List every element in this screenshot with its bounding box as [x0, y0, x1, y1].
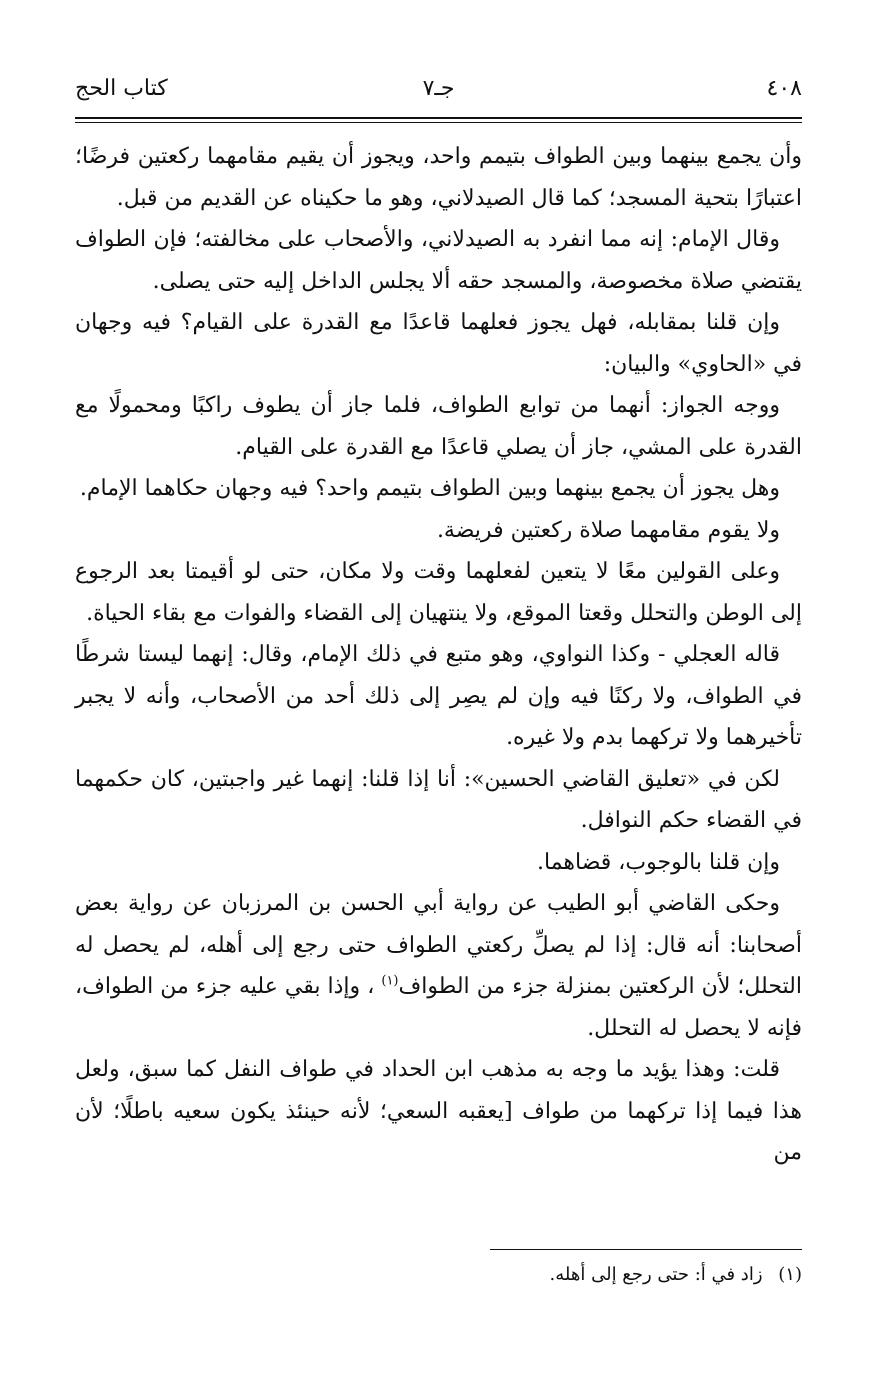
paragraph: ولا يقوم مقامهما صلاة ركعتين فريضة.	[436, 517, 780, 543]
paragraph-text-continued: ، وإذا بقي عليه جزء من الطواف، فإنه لا يحصل له التحلل.	[75, 974, 802, 1041]
header-rule-thin	[75, 122, 802, 123]
paragraph: وعلى القولين معًا لا يتعين لفعلهما وقت ولا مكان، حتى لو أقيمتا بعد الرجوع إلى الوطن والتحلل وقعتا الموقع، ولا ينتهيان إلى القضاء والفوات مع بقاء الحياة.	[75, 559, 802, 626]
footnote-text: زاد في أ: حتى رجع إلى أهله.	[549, 1264, 763, 1285]
paragraph: وأن يجمع بينهما وبين الطواف بتيمم واحد، ويجوز أن يقيم مقامهما ركعتين فرضًا؛ اعتبارًا بتحية المسجد؛ كما قال الصيدلاني، وهو ما حكيناه عن القديم من قبل.	[75, 144, 802, 211]
footnote	[75, 1262, 802, 1288]
header-rule-thick	[75, 117, 802, 119]
paragraph-with-footnote	[75, 883, 802, 1049]
paragraph: ووجه الجواز: أنهما من توابع الطواف، فلما جاز أن يطوف راكبًا ومحمولًا مع القدرة على المشي، جاز أن يصلي قاعدًا مع القدرة على القيام.	[75, 393, 802, 460]
footnote-separator	[490, 1249, 802, 1250]
paragraph-text: وحكى القاضي أبو الطيب عن رواية أبي الحسن بن المرزبان عن رواية بعض أصحابنا: أنه قال: إذا لم يصلِّ ركعتي الطواف حتى رجع إلى أهله، لم يحصل له التحلل؛ لأن الركعتين بمنزلة جزء من الطواف	[75, 891, 803, 999]
main-text	[75, 136, 802, 1174]
volume-label: جـ٧	[422, 76, 455, 101]
paragraph: قاله العجلي - وكذا النواوي، وهو متبع في ذلك الإمام، وقال: إنهما ليستا شرطًا في الطواف، ولا ركنًا فيه وإن لم يصِر إلى ذلك أحد من الأصحاب، وأنه لا يجبر تأخيرهما ولا تركهما بدم ولا غيره.	[75, 642, 802, 750]
running-header	[75, 70, 802, 110]
footnote-reference[interactable]: (١)	[381, 973, 399, 989]
paragraph: وإن قلنا بمقابله، فهل يجوز فعلهما قاعدًا مع القدرة على القيام؟ فيه وجهان في «الحاوي» والبيان:	[75, 310, 802, 377]
book-title: كتاب الحج	[75, 76, 168, 101]
paragraph: لكن في «تعليق القاضي الحسين»: أنا إذا قلنا: إنهما غير واجبتين، كان حكمهما في القضاء حكم النوافل.	[75, 766, 802, 833]
paragraph: وقال الإمام: إنه مما انفرد به الصيدلاني، والأصحاب على مخالفته؛ فإن الطواف يقتضي صلاة مخصوصة، والمسجد حقه ألا يجلس الداخل إليه حتى يصلى.	[75, 227, 802, 294]
page-number: ٤٠٨	[766, 76, 802, 101]
paragraph: وإن قلنا بالوجوب، قضاهما.	[537, 849, 780, 875]
paragraph: قلت: وهذا يؤيد ما وجه به مذهب ابن الحداد في طواف النفل كما سبق، ولعل هذا فيما إذا تركهما من طواف [يعقبه السعي؛ لأنه حينئذ يكون سعيه باطلًا؛ لأن من	[75, 1057, 802, 1165]
paragraph: وهل يجوز أن يجمع بينهما وبين الطواف بتيمم واحد؟ فيه وجهان حكاهما الإمام.	[79, 476, 780, 501]
footnote-marker: (١)	[778, 1264, 802, 1285]
